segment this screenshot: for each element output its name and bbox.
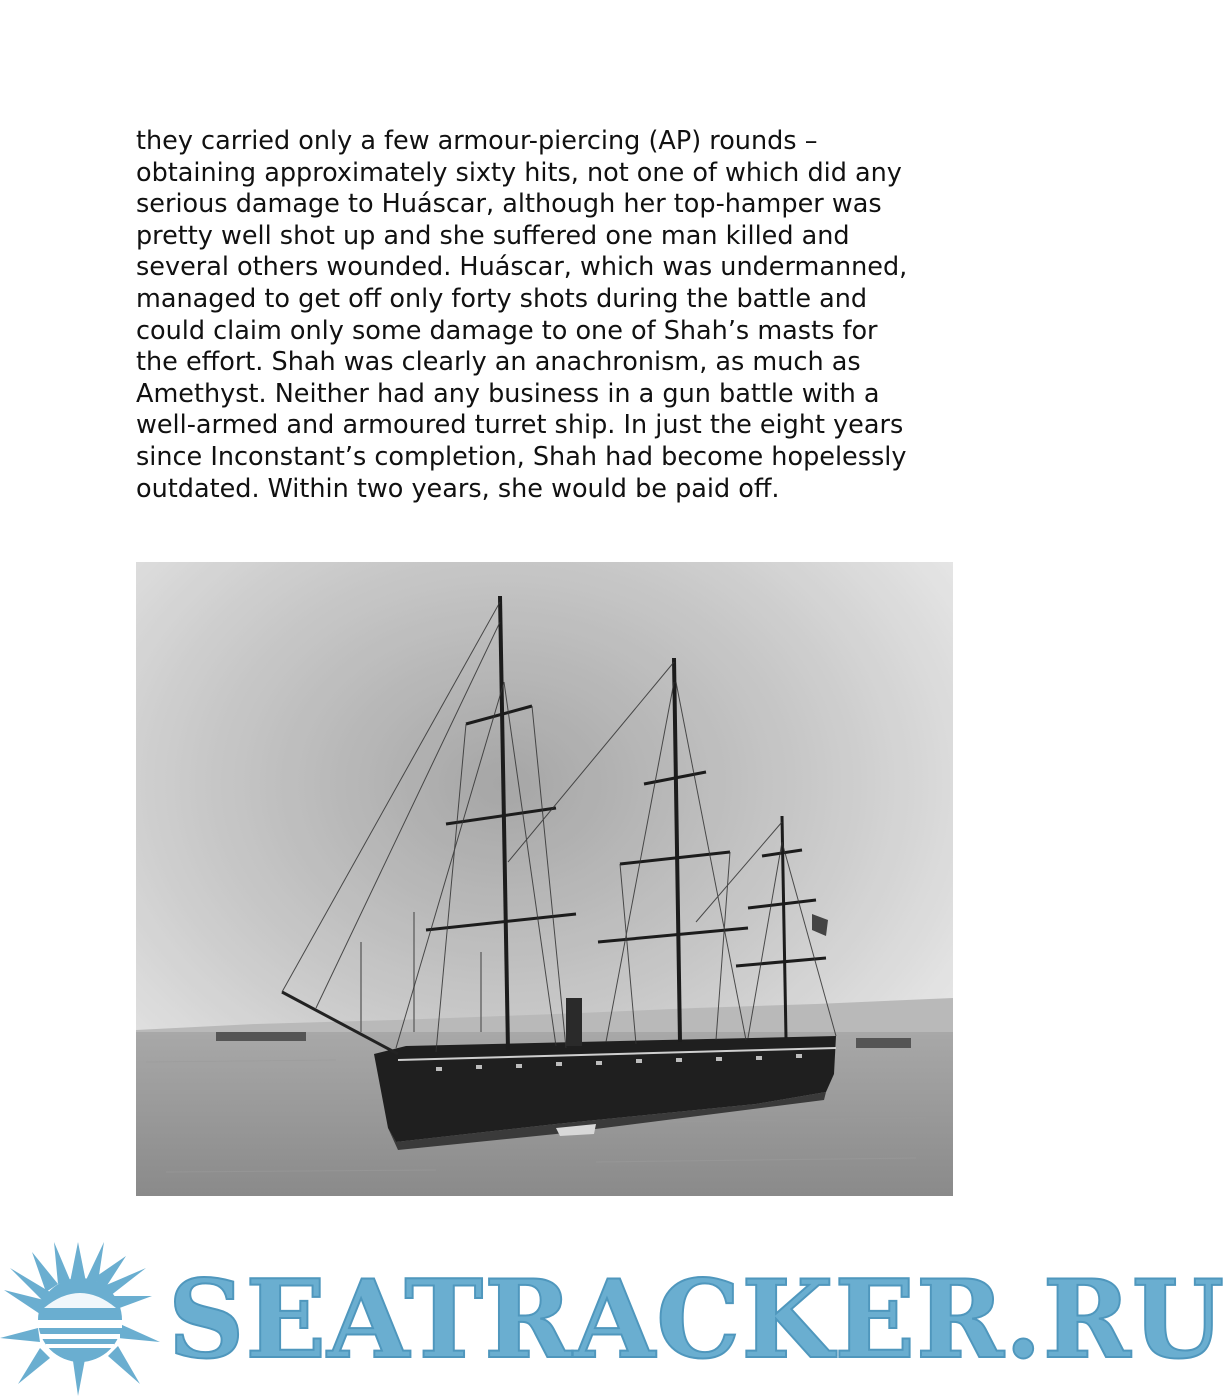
- watermark-text: SEATRACKER.RU: [168, 1257, 1225, 1383]
- body-line: obtaining approximately sixty hits, not one of which did any: [136, 157, 902, 188]
- ship-photo: [136, 562, 953, 1196]
- sun-icon: [0, 1238, 170, 1397]
- body-line: managed to get off only forty shots during the battle and: [136, 283, 868, 314]
- body-text: [136, 126, 966, 505]
- body-line: several others wounded. Huáscar, which was undermanned,: [136, 252, 908, 283]
- body-line: pretty well shot up and she suffered one man killed and: [136, 220, 850, 251]
- body-line: Amethyst. Neither had any business in a gun battle with a: [136, 378, 880, 409]
- body-line: the effort. Shah was clearly an anachronism, as much as: [136, 347, 861, 378]
- body-line: outdated. Within two years, she would be paid off.: [136, 473, 780, 504]
- body-line: serious damage to Huáscar, although her top-hamper was: [136, 189, 882, 220]
- body-line: they carried only a few armour-piercing (AP) rounds –: [136, 126, 818, 156]
- seatracker-watermark: [0, 1238, 1225, 1397]
- body-line: could claim only some damage to one of Shah’s masts for: [136, 315, 878, 346]
- body-line: well-armed and armoured turret ship. In just the eight years: [136, 410, 904, 441]
- body-line: since Inconstant’s completion, Shah had become hopelessly: [136, 441, 907, 472]
